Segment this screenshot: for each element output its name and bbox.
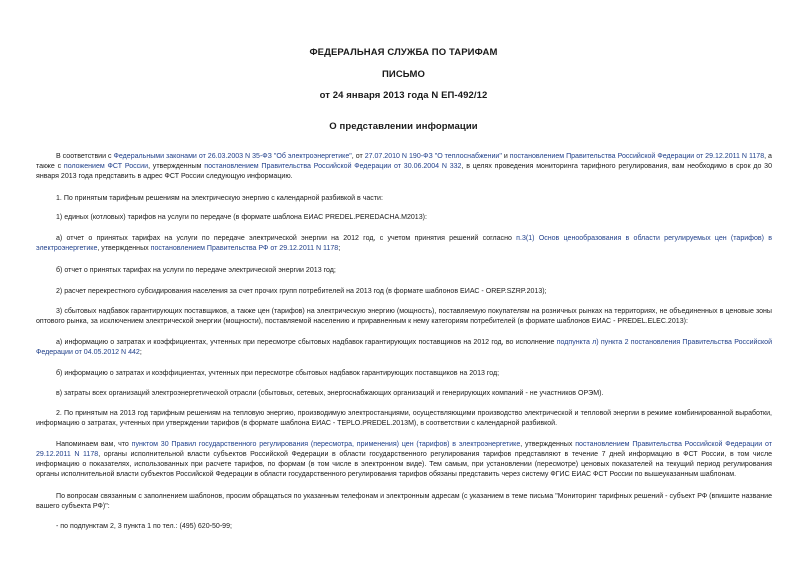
text-run: Напоминаем вам, что <box>56 441 132 448</box>
decree-link-332[interactable]: постановлением Правительства Российской Федерации от 30.06.2004 N 332 <box>204 163 462 170</box>
text-run: а) отчет о принятых тарифах на услуги по передаче электрической энергии на 2012 год, с учетом принятия решений согласно <box>56 235 517 242</box>
text-run: , утвержденным <box>148 163 205 170</box>
document-date-number: от 24 января 2013 года N ЕП-492/12 <box>319 90 488 101</box>
item-1-3-c: в) затраты всех организаций электроэнергетической отрасли (сбытовых, сетевых, энергоснабжающих организаций и генерирующих компаний - не участников ОРЭМ). <box>56 390 604 397</box>
item-1-1-tariffs: 1) единых (котловых) тарифов на услуги по передаче (в формате шаблона ЕИАС PREDEL.PEREDACHA.M2013): <box>56 214 427 221</box>
text-run: , органы исполнительной власти субъектов Российской Федерации в области государственного регулирования тарифов представляют в течение 7 дней информацию в ФСТ России, в том числе информацию о показателях, использованных при расчете тарифов, по формам (в том числе в электронном виде). Тем самым, при установлении (пересмотре) ценовых показателей на текущий период регулирования органы исполнительной власти субъектов Российской Федерации в области государственного регулирования тарифов обязаны представить через систему ФГИС ЕИАС ФСТ России по вышеуказанным шаблонам. <box>36 451 773 478</box>
text-run: , в целях проведения мониторинга тарифного регулирования, вам необходимо в срок до 30 января 2013 года представить в адрес ФСТ России следующую информацию. <box>36 163 773 180</box>
reminder-paragraph <box>36 440 772 480</box>
law-link-190fz[interactable]: 27.07.2010 N 190-ФЗ "О теплоснабжении" <box>364 153 502 160</box>
item-1-3-a <box>36 338 772 358</box>
document-subject: О представлении информации <box>329 121 478 132</box>
contacts-paragraph: По вопросам связанным с заполнением шаблонов, просим обращаться по указанным телефонам и электронным адресам (с указанием в теме письма "Мониторинг тарифных решений - субъект РФ (впишите название вашего субъекта РФ)": <box>36 493 772 510</box>
item-1-3-b: б) информацию о затратах и коэффициентах, учтенных при пересмотре сбытовых надбавок гарантирующих поставщиков на 2013 год; <box>56 370 500 377</box>
decree-link-1178-c[interactable]: постановлением Правительства Российской Федерации от 29.12.2011 N 1178 <box>36 441 772 458</box>
text-run: , утвержденных <box>520 441 576 448</box>
item-1-1-a <box>36 234 772 254</box>
law-link-35fz[interactable]: Федеральными законами от 26.03.2003 N 35-ФЗ "Об электроэнергетике" <box>113 153 352 160</box>
text-run: , а также с <box>36 153 772 170</box>
agency-title: ФЕДЕРАЛЬНАЯ СЛУЖБА ПО ТАРИФАМ <box>309 47 498 58</box>
pricing-basics-link[interactable]: п.3(1) Основ ценообразования в области регулируемых цен (тарифов) в электроэнергетике <box>36 235 772 252</box>
text-run: , утвержденных <box>97 245 151 252</box>
text-run: В соответствии с <box>56 153 114 160</box>
text-run: ; <box>338 245 341 252</box>
decree-link-442[interactable]: подпункта л) пункта 2 постановления Правительства Российской Федерации от 04.05.2012 N 442 <box>36 339 773 356</box>
item-1-1-b: б) отчет о принятых тарифах на услуги по передаче электрической энергии 2013 год; <box>56 267 336 274</box>
text-run: и <box>501 153 510 160</box>
document-type: ПИСЬМО <box>381 69 425 80</box>
text-run: , от <box>351 153 365 160</box>
fst-regulation-link[interactable]: положением ФСТ России <box>63 163 149 170</box>
text-run: а) информацию о затратах и коэффициентах, учтенных при пересмотре сбытовых надбавок гарантирующих поставщиков на 2012 год, во исполнение <box>56 339 557 346</box>
item-2-heat-energy: 2. По принятым на 2013 год тарифным решениям на тепловую энергию, производимую электростанциями, осуществляющими производство электрической и тепловой энергии в режиме комбинированной выработки, информацию о затратах, учтенных при утверждении тарифов (в формате шаблона ЕИАС - TEPLO.PREDEL.2013M), в соответствии с календарной разбивкой. <box>36 410 772 427</box>
decree-link-1178-b[interactable]: постановлением Правительства РФ от 29.12.2011 N 1178 <box>150 245 339 252</box>
item-1-2-cross-subsidy: 2) расчет перекрестного субсидирования населения за счет прочих групп потребителей на 2013 год (в формате шаблонов ЕИАС - OREP.SZRP.2013); <box>56 288 547 295</box>
contact-phone-item: - по подпунктам 2, 3 пункта 1 по тел.: (495) 620-50-99; <box>56 523 232 530</box>
decree-link-1178[interactable]: постановлением Правительства Российской Федерации от 29.12.2011 N 1178 <box>509 153 765 160</box>
rules-item-30-link[interactable]: пунктом 30 Правил государственного регулирования (пересмотра, применения) цен (тарифов) в электроэнергетике <box>131 441 521 448</box>
item-1-electric-energy: 1. По принятым тарифным решениям на электрическую энергию с календарной разбивкой в части: <box>56 195 383 202</box>
intro-paragraph <box>36 152 772 182</box>
text-run: ; <box>139 349 142 356</box>
item-1-3-surcharges: 3) сбытовых надбавок гарантирующих поставщиков, а также цен (тарифов) на электрическую энергию (мощность), поставляемую покупателям на розничных рынках на территориях, не объединенных в ценовые зоны оптового рынка, за исключением электрической энергии (мощности), поставляемой населению и приравненным к нему категориям потребителей (в формате шаблонов ЕИАС - PREDEL.ELEC.2013): <box>36 308 772 325</box>
